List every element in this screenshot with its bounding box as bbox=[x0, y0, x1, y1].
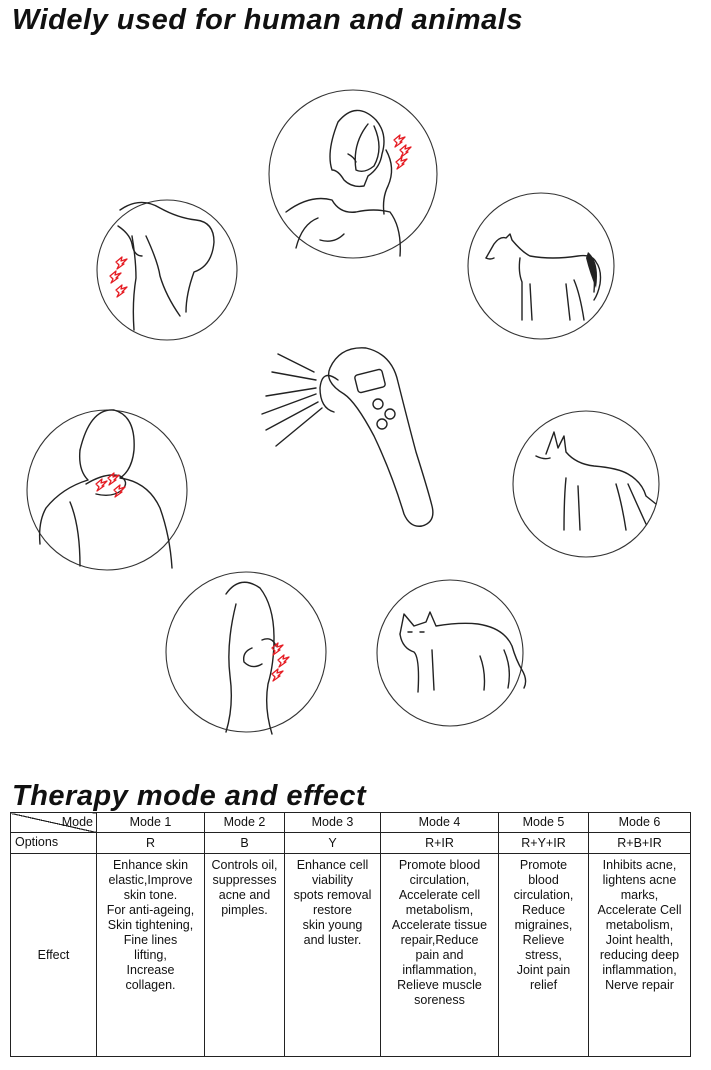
head-pain-icon bbox=[269, 90, 437, 258]
effect-cell: Promote blood circulation, Accelerate cell metabolism, Accelerate tissue repair,Reduce pain and inflammation, Relieve muscle soreness bbox=[391, 858, 488, 1007]
corner-options-label: Options bbox=[15, 835, 59, 849]
mode-header: Mode 3 bbox=[285, 813, 381, 833]
mode-header: Mode 1 bbox=[97, 813, 205, 833]
neck-pain-icon bbox=[27, 410, 187, 570]
option-cell: R+B+IR bbox=[589, 833, 691, 854]
option-cell: R bbox=[97, 833, 205, 854]
mode-header: Mode 6 bbox=[589, 813, 691, 833]
effect-label: Effect bbox=[11, 854, 97, 1057]
back-pain-icon bbox=[166, 572, 326, 734]
effect-cell: Promote blood circulation, Reduce migraines, Relieve stress, Joint pain relief bbox=[513, 858, 574, 992]
horse-icon bbox=[468, 193, 614, 339]
option-cell: Y bbox=[285, 833, 381, 854]
corner-mode-label: Mode bbox=[61, 815, 93, 829]
mode-header: Mode 5 bbox=[499, 813, 589, 833]
section-title: Therapy mode and effect bbox=[12, 780, 367, 812]
effect-cell: Controls oil, suppresses acne and pimples. bbox=[211, 858, 278, 917]
option-cell: B bbox=[205, 833, 285, 854]
laser-device-icon bbox=[262, 348, 433, 526]
mode-header: Mode 4 bbox=[381, 813, 499, 833]
dog-icon bbox=[513, 411, 659, 557]
therapy-mode-table bbox=[10, 812, 691, 1057]
effect-cell: Enhance cell viability spots removal restore skin young and luster. bbox=[293, 858, 372, 947]
option-cell: R+Y+IR bbox=[499, 833, 589, 854]
page-title: Widely used for human and animals bbox=[12, 4, 523, 36]
corner-cell bbox=[11, 813, 97, 849]
knee-pain-icon bbox=[97, 200, 237, 340]
effect-cell: Inhibits acne, lightens acne marks, Accelerate Cell metabolism, Joint health, reducing deep inflammation, Nerve repair bbox=[597, 858, 682, 992]
mode-header-row bbox=[11, 813, 691, 833]
option-cell: R+IR bbox=[381, 833, 499, 854]
cat-icon bbox=[377, 580, 526, 726]
options-row bbox=[11, 833, 691, 854]
mode-header: Mode 2 bbox=[205, 813, 285, 833]
effect-cell: Enhance skin elastic,Improve skin tone. For anti-ageing, Skin tightening, Fine lines lifting, Increase collagen. bbox=[106, 858, 195, 992]
effect-row bbox=[11, 854, 691, 1057]
